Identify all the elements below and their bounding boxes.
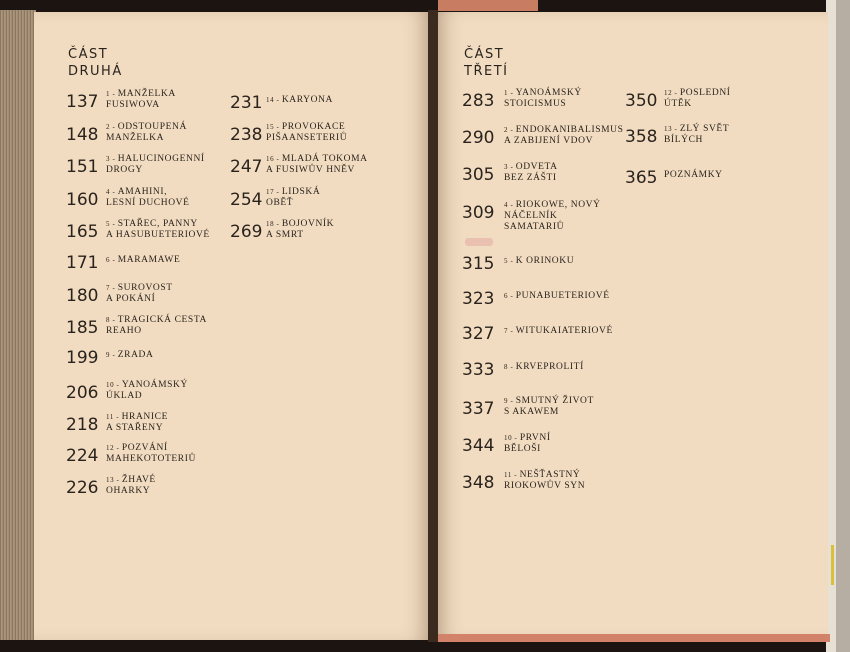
toc-entry-title: 9 - ZRADA — [106, 350, 154, 360]
toc-entry-title: 2 - ENDOKANIBALISMUS A ZABIJENÍ VDOV — [504, 125, 624, 146]
toc-page-number: 199 — [66, 348, 99, 368]
toc-entry-title: 5 - K ORINOKU — [504, 256, 575, 266]
yellow-stripe — [831, 545, 834, 585]
book-spine — [428, 10, 438, 642]
toc-entry-title: 10 - PRVNÍ BĚLOŠI — [504, 433, 551, 454]
heading-line: DRUHÁ — [68, 64, 123, 79]
toc-page-number: 350 — [625, 91, 658, 111]
toc-entry-title: 8 - TRAGICKÁ CESTA REAHO — [106, 315, 207, 336]
toc-page-number: 358 — [625, 127, 658, 147]
toc-page-number: 226 — [66, 478, 99, 498]
toc-page-number: 323 — [462, 289, 495, 309]
toc-page-number: 348 — [462, 473, 495, 493]
toc-entry-title: 6 - MARAMAWE — [106, 255, 181, 265]
toc-entry-title: 12 - POSLEDNÍ ÚTĚK — [664, 88, 731, 109]
toc-page-number: 254 — [230, 190, 263, 210]
toc-entry-title: 4 - AMAHINI, LESNÍ DUCHOVÉ — [106, 187, 190, 208]
toc-page-number: 269 — [230, 222, 263, 242]
toc-page-number: 218 — [66, 415, 99, 435]
toc-page-number: 315 — [462, 254, 495, 274]
toc-page-number: 151 — [66, 157, 99, 177]
toc-entry-title: 17 - LIDSKÁ OBĚŤ — [266, 187, 321, 208]
page-edges — [0, 10, 36, 640]
toc-entry-title: 1 - YANOÁMSKÝ STOICISMUS — [504, 88, 582, 109]
toc-page-number: 327 — [462, 324, 495, 344]
part-heading — [68, 46, 123, 80]
heading-line: TŘETÍ — [464, 64, 509, 79]
toc-page-number: 206 — [66, 383, 99, 403]
toc-page-number: 224 — [66, 446, 99, 466]
toc-page-number: 160 — [66, 190, 99, 210]
toc-entry-title: 11 - NEŠŤASTNÝ RIOKOWŮV SYN — [504, 470, 586, 491]
heading-line: ČÁST — [68, 47, 109, 62]
toc-entry-title: POZNÁMKY — [664, 170, 723, 180]
pink-stain — [465, 238, 493, 246]
toc-entry-title: 15 - PROVOKACE PIŠAANSETERIŮ — [266, 122, 348, 143]
toc-entry-title: 7 - WITUKAIATERIOVÉ — [504, 326, 613, 336]
toc-page-number: 171 — [66, 253, 99, 273]
toc-entry-title: 11 - HRANICE A STAŘENY — [106, 412, 168, 433]
toc-entry-title: 3 - ODVETA BEZ ZÁŠTI — [504, 162, 558, 183]
toc-entry-title: 4 - RIOKOWE, NOVÝ NÁČELNÍK SAMATARIŮ — [504, 200, 601, 232]
toc-page-number: 165 — [66, 222, 99, 242]
toc-entry-title: 5 - STAŘEC, PANNY A HASUBUETERIOVÉ — [106, 219, 210, 240]
right-page — [434, 12, 828, 640]
toc-entry-title: 8 - KRVEPROLITÍ — [504, 362, 584, 372]
toc-entry-title: 7 - SUROVOST A POKÁNÍ — [106, 283, 173, 304]
toc-page-number: 185 — [66, 318, 99, 338]
toc-entry-title: 1 - MANŽELKA FUSIWOVA — [106, 89, 176, 110]
toc-entry-title: 3 - HALUCINOGENNÍ DROGY — [106, 154, 205, 175]
toc-page-number: 309 — [462, 203, 495, 223]
toc-entry-title: 18 - BOJOVNÍK A SMRT — [266, 219, 335, 240]
red-bookmark — [438, 0, 538, 11]
toc-entry-title: 13 - ŽHAVÉ OHARKY — [106, 475, 156, 496]
toc-page-number: 283 — [462, 91, 495, 111]
toc-page-number: 337 — [462, 399, 495, 419]
toc-page-number: 180 — [66, 286, 99, 306]
left-page — [34, 12, 432, 640]
toc-entry-title: 9 - SMUTNÝ ŽIVOT S AKAWEM — [504, 396, 594, 417]
part-heading — [464, 46, 508, 80]
toc-page-number: 238 — [230, 125, 263, 145]
toc-page-number: 231 — [230, 93, 263, 113]
toc-page-number: 333 — [462, 360, 495, 380]
heading-line: ČÁST — [464, 47, 505, 62]
toc-entry-title: 10 - YANOÁMSKÝ ÚKLAD — [106, 380, 188, 401]
toc-page-number: 148 — [66, 125, 99, 145]
toc-entry-title: 12 - POZVÁNÍ MAHEKOTOTERIŮ — [106, 443, 196, 464]
toc-entry-title: 2 - ODSTOUPENÁ MANŽELKA — [106, 122, 187, 143]
toc-page-number: 137 — [66, 92, 99, 112]
toc-page-number: 290 — [462, 128, 495, 148]
toc-entry-title: 14 - KARYONA — [266, 95, 334, 105]
toc-entry-title: 13 - ZLÝ SVĚT BÍLÝCH — [664, 124, 730, 145]
toc-page-number: 344 — [462, 436, 495, 456]
toc-page-number: 247 — [230, 157, 263, 177]
toc-page-number: 305 — [462, 165, 495, 185]
toc-entry-title: 6 - PUNABUETERIOVÉ — [504, 291, 610, 301]
cover-red-edge — [438, 634, 830, 642]
toc-entry-title: 16 - MLADÁ TOKOMA A FUSIWŮV HNĚV — [266, 154, 368, 175]
toc-page-number: 365 — [625, 168, 658, 188]
